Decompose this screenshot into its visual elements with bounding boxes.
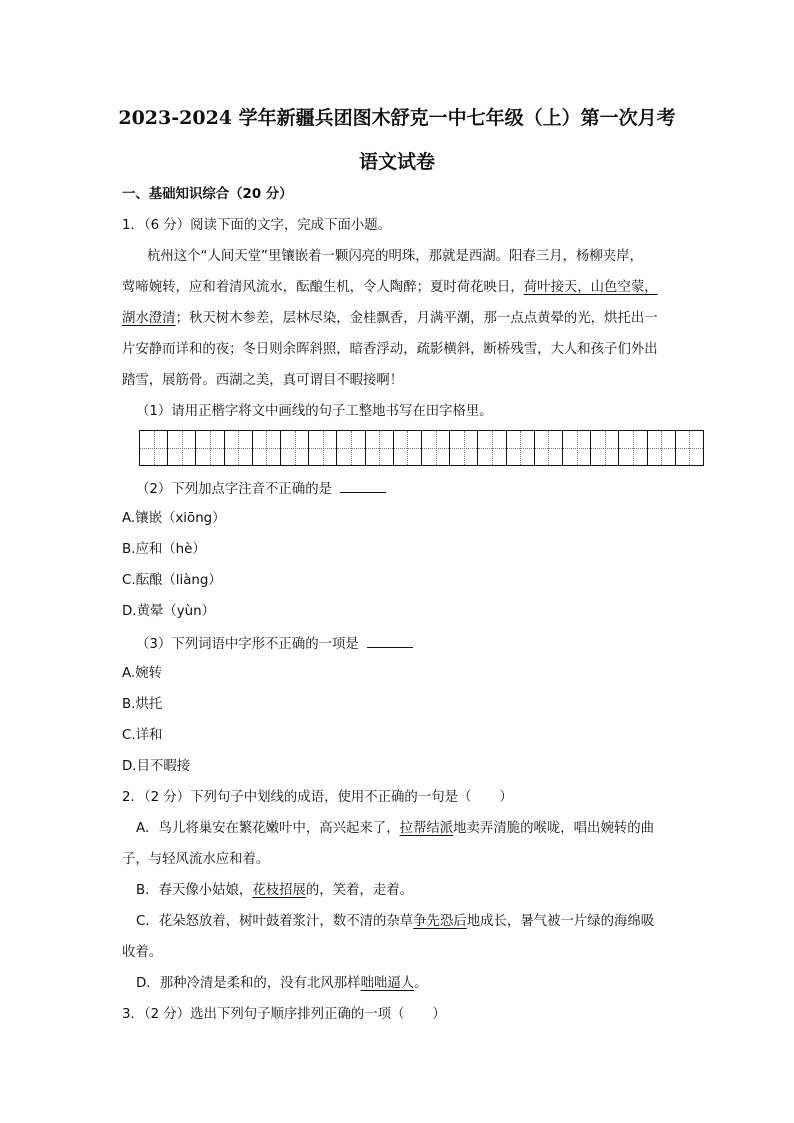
option-2b: B.应和（hè） <box>122 542 206 557</box>
answer-blank[interactable] <box>367 634 413 648</box>
tianzige-cell[interactable] <box>676 431 703 465</box>
underlined-idiom: 拉帮结派 <box>399 821 454 836</box>
underlined-idiom: 争先恐后 <box>413 914 467 929</box>
option-q2-c-line-2: 收着。 <box>122 945 163 960</box>
tianzige-cell[interactable] <box>478 431 506 465</box>
option-q2-a-line-2: 子，与轻风流水应和着。 <box>122 852 270 867</box>
passage-line-4: 片安静而详和的夜；冬日则余晖斜照，暗香浮动，疏影横斜，断桥残雪，大人和孩子们外出 <box>122 342 658 357</box>
tianzige-cell[interactable] <box>648 431 676 465</box>
option-3a: A.婉转 <box>122 666 162 681</box>
subquestion-2: （2）下列加点字注音不正确的是 <box>136 479 386 499</box>
tianzige-cell[interactable] <box>591 431 619 465</box>
tianzige-cell[interactable] <box>196 431 224 465</box>
question-3-stem: 3．（2 分）选出下列句子顺序排列正确的一项（ ） <box>122 1007 446 1022</box>
tianzige-cell[interactable] <box>281 431 309 465</box>
answer-blank[interactable] <box>340 479 386 493</box>
option-3b: B.烘托 <box>122 697 163 712</box>
option-q2-b: B．春天像小姑娘，花枝招展的，笑着，走着。 <box>136 883 413 898</box>
exam-subtitle: 语文试卷 <box>358 151 435 173</box>
tianzige-cell[interactable] <box>422 431 450 465</box>
tianzige-cell[interactable] <box>337 431 365 465</box>
option-q2-d: D．那种冷清是柔和的，没有北风那样咄咄逼人。 <box>136 976 428 991</box>
question-1-stem: 1．（6 分）阅读下面的文字，完成下面小题。 <box>122 218 392 233</box>
option-q2-c-line-1: C．花朵怒放着，树叶鼓着浆汁，数不清的杂草争先恐后地成长，暑气被一片绿的海绵吸 <box>136 914 655 929</box>
passage-line-2: 莺啼婉转，应和着清风流水，酝酿生机，令人陶醉；夏时荷花映日，荷叶接天，山色空蒙， <box>122 280 658 295</box>
tianzige-cell[interactable] <box>168 431 196 465</box>
option-3d: D.目不暇接 <box>122 759 191 774</box>
passage-line-1: 杭州这个“人间天堂”里镶嵌着一颗闪亮的明珠，那就是西湖。阳春三月，杨柳夹岸， <box>147 249 643 264</box>
option-3c: C.详和 <box>122 728 163 743</box>
underlined-idiom: 咄咄逼人 <box>360 976 415 991</box>
exam-title: 2023-2024 学年新疆兵团图木舒克一中七年级（上）第一次月考 <box>118 107 676 129</box>
tianzige-cell[interactable] <box>394 431 422 465</box>
option-2a: A.镶嵌（xiōng） <box>122 511 226 526</box>
passage-line-5: 踏雪，展筋骨。西湖之美，真可谓目不暇接啊！ <box>122 373 404 388</box>
tianzige-cell[interactable] <box>309 431 337 465</box>
underlined-sentence-end: 湖水澄清 <box>122 311 176 326</box>
tianzige-cell[interactable] <box>253 431 281 465</box>
option-2d: D.黄晕（yùn） <box>122 604 216 619</box>
subquestion-3: （3）下列词语中字形不正确的一项是 <box>136 634 413 654</box>
subquestion-1: （1）请用正楷字将文中画线的句子工整地书写在田字格里。 <box>136 404 493 419</box>
option-q2-a-line-1: A．鸟儿将巢安在繁花嫩叶中，高兴起来了，拉帮结派地卖弄清脆的喉咙，唱出婉转的曲 <box>136 821 655 836</box>
tianzige-cell[interactable] <box>535 431 563 465</box>
underlined-sentence: 荷叶接天，山色空蒙， <box>523 280 658 295</box>
passage-line-3: 湖水澄清；秋天树木参差，层林尽染，金桂飘香，月满平潮，那一点点黄晕的光，烘托出一 <box>122 311 658 326</box>
tianzige-writing-grid[interactable] <box>139 430 704 466</box>
section-heading: 一、基础知识综合（20 分） <box>122 187 293 202</box>
tianzige-cell[interactable] <box>507 431 535 465</box>
tianzige-cell[interactable] <box>619 431 647 465</box>
tianzige-cell[interactable] <box>450 431 478 465</box>
tianzige-cell[interactable] <box>366 431 394 465</box>
question-2-stem: 2．（2 分）下列句子中划线的成语，使用不正确的一句是（ ） <box>122 790 513 805</box>
tianzige-cell[interactable] <box>140 431 168 465</box>
tianzige-cell[interactable] <box>563 431 591 465</box>
tianzige-cell[interactable] <box>225 431 253 465</box>
option-2c: C.酝酿（liàng） <box>122 573 222 588</box>
underlined-idiom: 花枝招展 <box>252 883 306 898</box>
